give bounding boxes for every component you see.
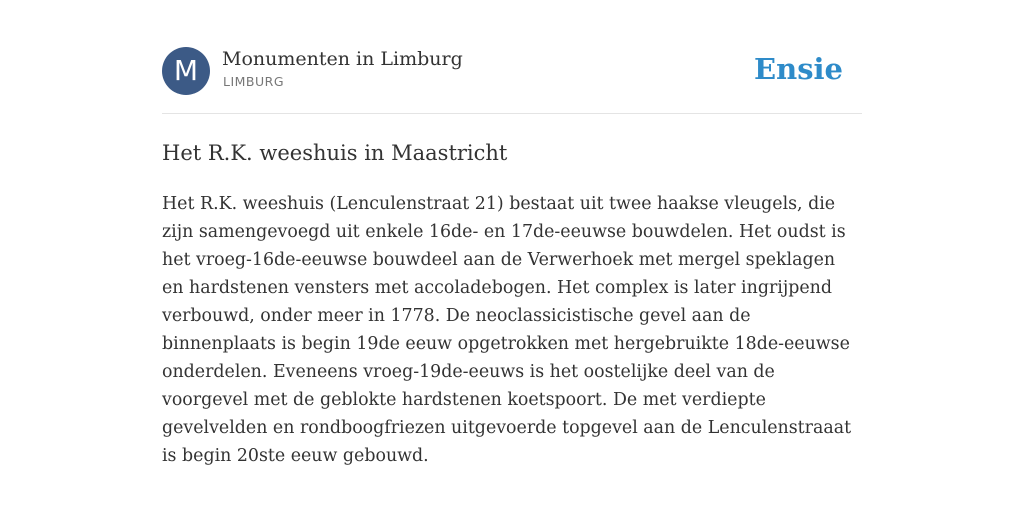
article-title: Het R.K. weeshuis in Maastricht — [162, 141, 508, 165]
divider — [162, 113, 862, 114]
article-body: Het R.K. weeshuis (Lenculenstraat 21) bestaat uit twee haakse vleugels, die zijn samengevoegd uit enkele 16de- en 17de-eeuwse bouwdelen. Het oudst is het vroeg-16de-eeuwse bouwdeel aan de Verwerhoek met mergel speklagen en hardstenen vensters met accoladebogen. Het complex is later ingrijpend verbouwd, onder meer in 1778. De neoclassicistische gevel aan de binnenplaats is begin 19de eeuw opgetrokken met hergebruikte 18de-eeuwse onderdelen. Eveneens vroeg-19de-eeuws is het oostelijke deel van de voorgevel met de geblokte hardstenen koetspoort. De met verdiepte gevelvelden en rondboogfriezen uitgevoerde topgevel aan de Lenculenstraaat is begin 20ste eeuw gebouwd. — [162, 194, 852, 466]
site-subtitle[interactable]: LIMBURG — [223, 74, 285, 89]
avatar[interactable]: M — [162, 47, 210, 95]
brand-logo[interactable]: Ensie — [754, 52, 843, 86]
header — [162, 47, 862, 95]
site-title[interactable]: Monumenten in Limburg — [222, 48, 463, 70]
